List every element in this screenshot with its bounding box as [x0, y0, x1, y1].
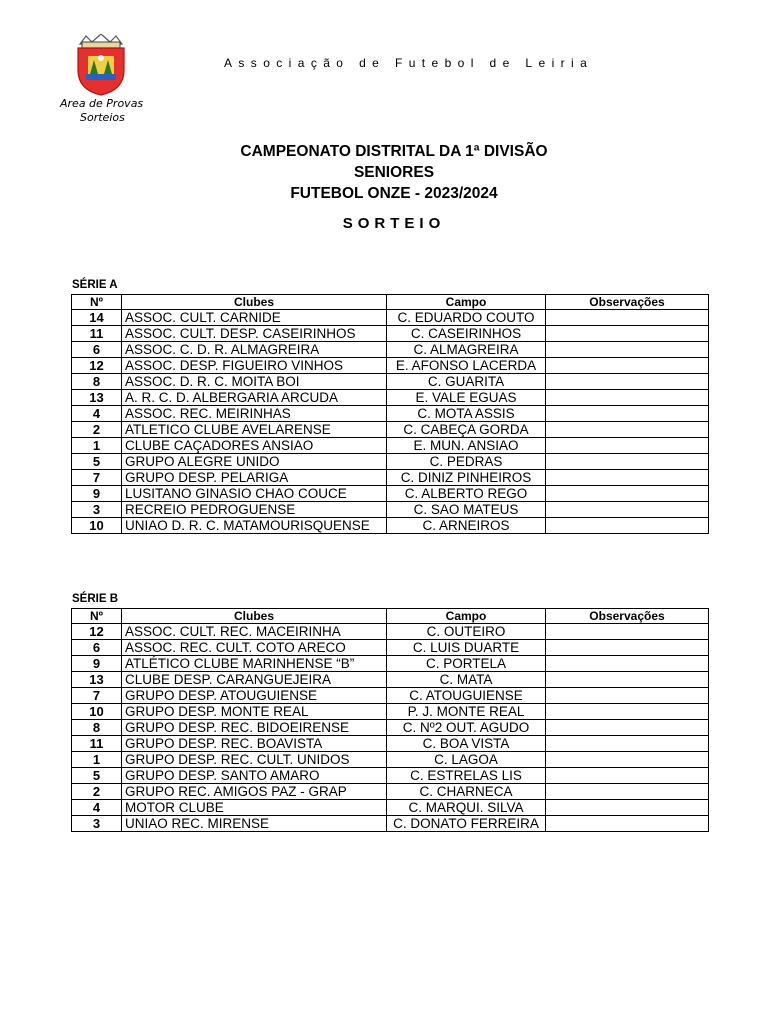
- table-header-row: [72, 609, 709, 624]
- cell-clube: RECREIO PEDROGUENSE: [122, 502, 387, 518]
- cell-campo: C. CHARNECA: [387, 784, 546, 800]
- cell-campo: C. PORTELA: [387, 656, 546, 672]
- cell-num: 13: [72, 672, 122, 688]
- cell-clube: GRUPO DESP. MONTE REAL: [122, 704, 387, 720]
- cell-campo: C. LAGOA: [387, 752, 546, 768]
- cell-num: 2: [72, 422, 122, 438]
- cell-campo: E. VALE EGUAS: [387, 390, 546, 406]
- cell-campo: C. ALMAGREIRA: [387, 342, 546, 358]
- cell-num: 10: [72, 518, 122, 534]
- col-header-num: Nº: [72, 295, 122, 310]
- serie-a-table: [71, 294, 709, 534]
- table-row: [72, 342, 709, 358]
- cell-campo: C. LUIS DUARTE: [387, 640, 546, 656]
- cell-observacoes: [546, 438, 709, 454]
- cell-clube: ATLETICO CLUBE AVELARENSE: [122, 422, 387, 438]
- cell-num: 4: [72, 800, 122, 816]
- table-row: [72, 454, 709, 470]
- cell-observacoes: [546, 422, 709, 438]
- cell-num: 14: [72, 310, 122, 326]
- cell-campo: C. ALBERTO REGO: [387, 486, 546, 502]
- cell-campo: C. ATOUGUIENSE: [387, 688, 546, 704]
- cell-observacoes: [546, 358, 709, 374]
- title-line-1: CAMPEONATO DISTRITAL DA 1ª DIVISÃO: [240, 143, 548, 160]
- cell-num: 6: [72, 342, 122, 358]
- cell-clube: UNIAO D. R. C. MATAMOURISQUENSE: [122, 518, 387, 534]
- table-row: [72, 358, 709, 374]
- cell-clube: ATLÉTICO CLUBE MARINHENSE “B”: [122, 656, 387, 672]
- cell-clube: GRUPO DESP. SANTO AMARO: [122, 768, 387, 784]
- document-title: [0, 141, 768, 204]
- col-header-obs: Observações: [546, 609, 709, 624]
- cell-num: 3: [72, 816, 122, 832]
- cell-campo: C. PEDRAS: [387, 454, 546, 470]
- cell-observacoes: [546, 624, 709, 640]
- cell-campo: C. BOA VISTA: [387, 736, 546, 752]
- cell-num: 11: [72, 736, 122, 752]
- cell-campo: C. DINIZ PINHEIROS: [387, 470, 546, 486]
- table-row: [72, 502, 709, 518]
- logo-caption-area: Area de Provas: [60, 97, 144, 110]
- cell-campo: C. ESTRELAS LIS: [387, 768, 546, 784]
- col-header-campo: Campo: [387, 609, 546, 624]
- cell-campo: C. DONATO FERREIRA: [387, 816, 546, 832]
- table-row: [72, 624, 709, 640]
- cell-clube: ASSOC. DESP. FIGUEIRO VINHOS: [122, 358, 387, 374]
- cell-clube: GRUPO REC. AMIGOS PAZ - GRAP: [122, 784, 387, 800]
- cell-clube: ASSOC. C. D. R. ALMAGREIRA: [122, 342, 387, 358]
- table-row: [72, 422, 709, 438]
- cell-observacoes: [546, 310, 709, 326]
- title-line-3: FUTEBOL ONZE - 2023/2024: [290, 185, 498, 202]
- cell-clube: GRUPO DESP. REC. BOAVISTA: [122, 736, 387, 752]
- cell-observacoes: [546, 502, 709, 518]
- cell-num: 8: [72, 374, 122, 390]
- cell-clube: ASSOC. REC. CULT. COTO ARECO: [122, 640, 387, 656]
- cell-campo: E. MUN. ANSIAO: [387, 438, 546, 454]
- table-row: [72, 406, 709, 422]
- table-row: [72, 438, 709, 454]
- cell-clube: GRUPO DESP. REC. BIDOEIRENSE: [122, 720, 387, 736]
- title-line-2: SENIORES: [353, 164, 435, 181]
- cell-observacoes: [546, 688, 709, 704]
- cell-observacoes: [546, 640, 709, 656]
- cell-clube: GRUPO DESP. PELARIGA: [122, 470, 387, 486]
- col-header-num: Nº: [72, 609, 122, 624]
- table-row: [72, 768, 709, 784]
- cell-clube: CLUBE CAÇADORES ANSIAO: [122, 438, 387, 454]
- table-row: [72, 374, 709, 390]
- cell-clube: GRUPO DESP. REC. CULT. UNIDOS: [122, 752, 387, 768]
- cell-observacoes: [546, 518, 709, 534]
- association-crest-logo: [72, 34, 130, 96]
- table-row: [72, 736, 709, 752]
- cell-clube: GRUPO ALEGRE UNIDO: [122, 454, 387, 470]
- cell-campo: C. Nº2 OUT. AGUDO: [387, 720, 546, 736]
- cell-observacoes: [546, 784, 709, 800]
- cell-clube: MOTOR CLUBE: [122, 800, 387, 816]
- cell-num: 5: [72, 768, 122, 784]
- cell-campo: C. OUTEIRO: [387, 624, 546, 640]
- cell-num: 11: [72, 326, 122, 342]
- table-row: [72, 310, 709, 326]
- col-header-clubes: Clubes: [122, 609, 387, 624]
- association-name: Associação de Futebol de Leiria: [224, 56, 594, 70]
- cell-observacoes: [546, 486, 709, 502]
- cell-num: 9: [72, 486, 122, 502]
- cell-campo: E. AFONSO LACERDA: [387, 358, 546, 374]
- cell-observacoes: [546, 656, 709, 672]
- cell-num: 10: [72, 704, 122, 720]
- cell-campo: C. CABEÇA GORDA: [387, 422, 546, 438]
- table-row: [72, 800, 709, 816]
- cell-campo: C. GUARITA: [387, 374, 546, 390]
- cell-num: 1: [72, 438, 122, 454]
- cell-observacoes: [546, 374, 709, 390]
- table-row: [72, 720, 709, 736]
- cell-campo: C. SAO MATEUS: [387, 502, 546, 518]
- sorteio-heading: SORTEIO: [342, 215, 446, 232]
- cell-num: 12: [72, 358, 122, 374]
- cell-num: 1: [72, 752, 122, 768]
- cell-clube: ASSOC. REC. MEIRINHAS: [122, 406, 387, 422]
- table-row: [72, 486, 709, 502]
- cell-observacoes: [546, 752, 709, 768]
- cell-num: 8: [72, 720, 122, 736]
- table-row: [72, 640, 709, 656]
- table-row: [72, 518, 709, 534]
- col-header-obs: Observações: [546, 295, 709, 310]
- cell-num: 7: [72, 688, 122, 704]
- cell-campo: P. J. MONTE REAL: [387, 704, 546, 720]
- cell-clube: LUSITANO GINASIO CHAO COUCE: [122, 486, 387, 502]
- cell-campo: C. ARNEIROS: [387, 518, 546, 534]
- cell-observacoes: [546, 768, 709, 784]
- table-row: [72, 326, 709, 342]
- cell-observacoes: [546, 390, 709, 406]
- logo-caption-sorteios: Sorteios: [80, 111, 125, 124]
- cell-num: 12: [72, 624, 122, 640]
- cell-observacoes: [546, 800, 709, 816]
- cell-num: 9: [72, 656, 122, 672]
- cell-clube: ASSOC. CULT. DESP. CASEIRINHOS: [122, 326, 387, 342]
- cell-num: 3: [72, 502, 122, 518]
- cell-observacoes: [546, 720, 709, 736]
- table-row: [72, 752, 709, 768]
- cell-campo: C. MATA: [387, 672, 546, 688]
- cell-observacoes: [546, 454, 709, 470]
- cell-num: 4: [72, 406, 122, 422]
- table-row: [72, 470, 709, 486]
- cell-observacoes: [546, 342, 709, 358]
- cell-campo: C. CASEIRINHOS: [387, 326, 546, 342]
- table-row: [72, 704, 709, 720]
- cell-campo: C. MOTA ASSIS: [387, 406, 546, 422]
- cell-clube: CLUBE DESP. CARANGUEJEIRA: [122, 672, 387, 688]
- serie-b-table: [71, 608, 709, 832]
- table-row: [72, 672, 709, 688]
- cell-num: 7: [72, 470, 122, 486]
- table-row: [72, 784, 709, 800]
- table-row: [72, 688, 709, 704]
- table-header-row: [72, 295, 709, 310]
- table-row: [72, 816, 709, 832]
- cell-observacoes: [546, 672, 709, 688]
- cell-observacoes: [546, 470, 709, 486]
- cell-clube: ASSOC. D. R. C. MOITA BOI: [122, 374, 387, 390]
- cell-campo: C. MARQUI. SILVA: [387, 800, 546, 816]
- cell-observacoes: [546, 704, 709, 720]
- serie-a-label: SÉRIE A: [72, 279, 118, 291]
- cell-clube: GRUPO DESP. ATOUGUIENSE: [122, 688, 387, 704]
- cell-clube: ASSOC. CULT. CARNIDE: [122, 310, 387, 326]
- col-header-campo: Campo: [387, 295, 546, 310]
- table-row: [72, 656, 709, 672]
- cell-num: 5: [72, 454, 122, 470]
- cell-observacoes: [546, 816, 709, 832]
- cell-num: 13: [72, 390, 122, 406]
- cell-clube: A. R. C. D. ALBERGARIA ARCUDA: [122, 390, 387, 406]
- cell-observacoes: [546, 406, 709, 422]
- cell-campo: C. EDUARDO COUTO: [387, 310, 546, 326]
- cell-num: 2: [72, 784, 122, 800]
- cell-num: 6: [72, 640, 122, 656]
- col-header-clubes: Clubes: [122, 295, 387, 310]
- cell-observacoes: [546, 326, 709, 342]
- cell-clube: ASSOC. CULT. REC. MACEIRINHA: [122, 624, 387, 640]
- table-row: [72, 390, 709, 406]
- cell-clube: UNIAO REC. MIRENSE: [122, 816, 387, 832]
- serie-b-label: SÉRIE B: [72, 593, 119, 605]
- cell-observacoes: [546, 736, 709, 752]
